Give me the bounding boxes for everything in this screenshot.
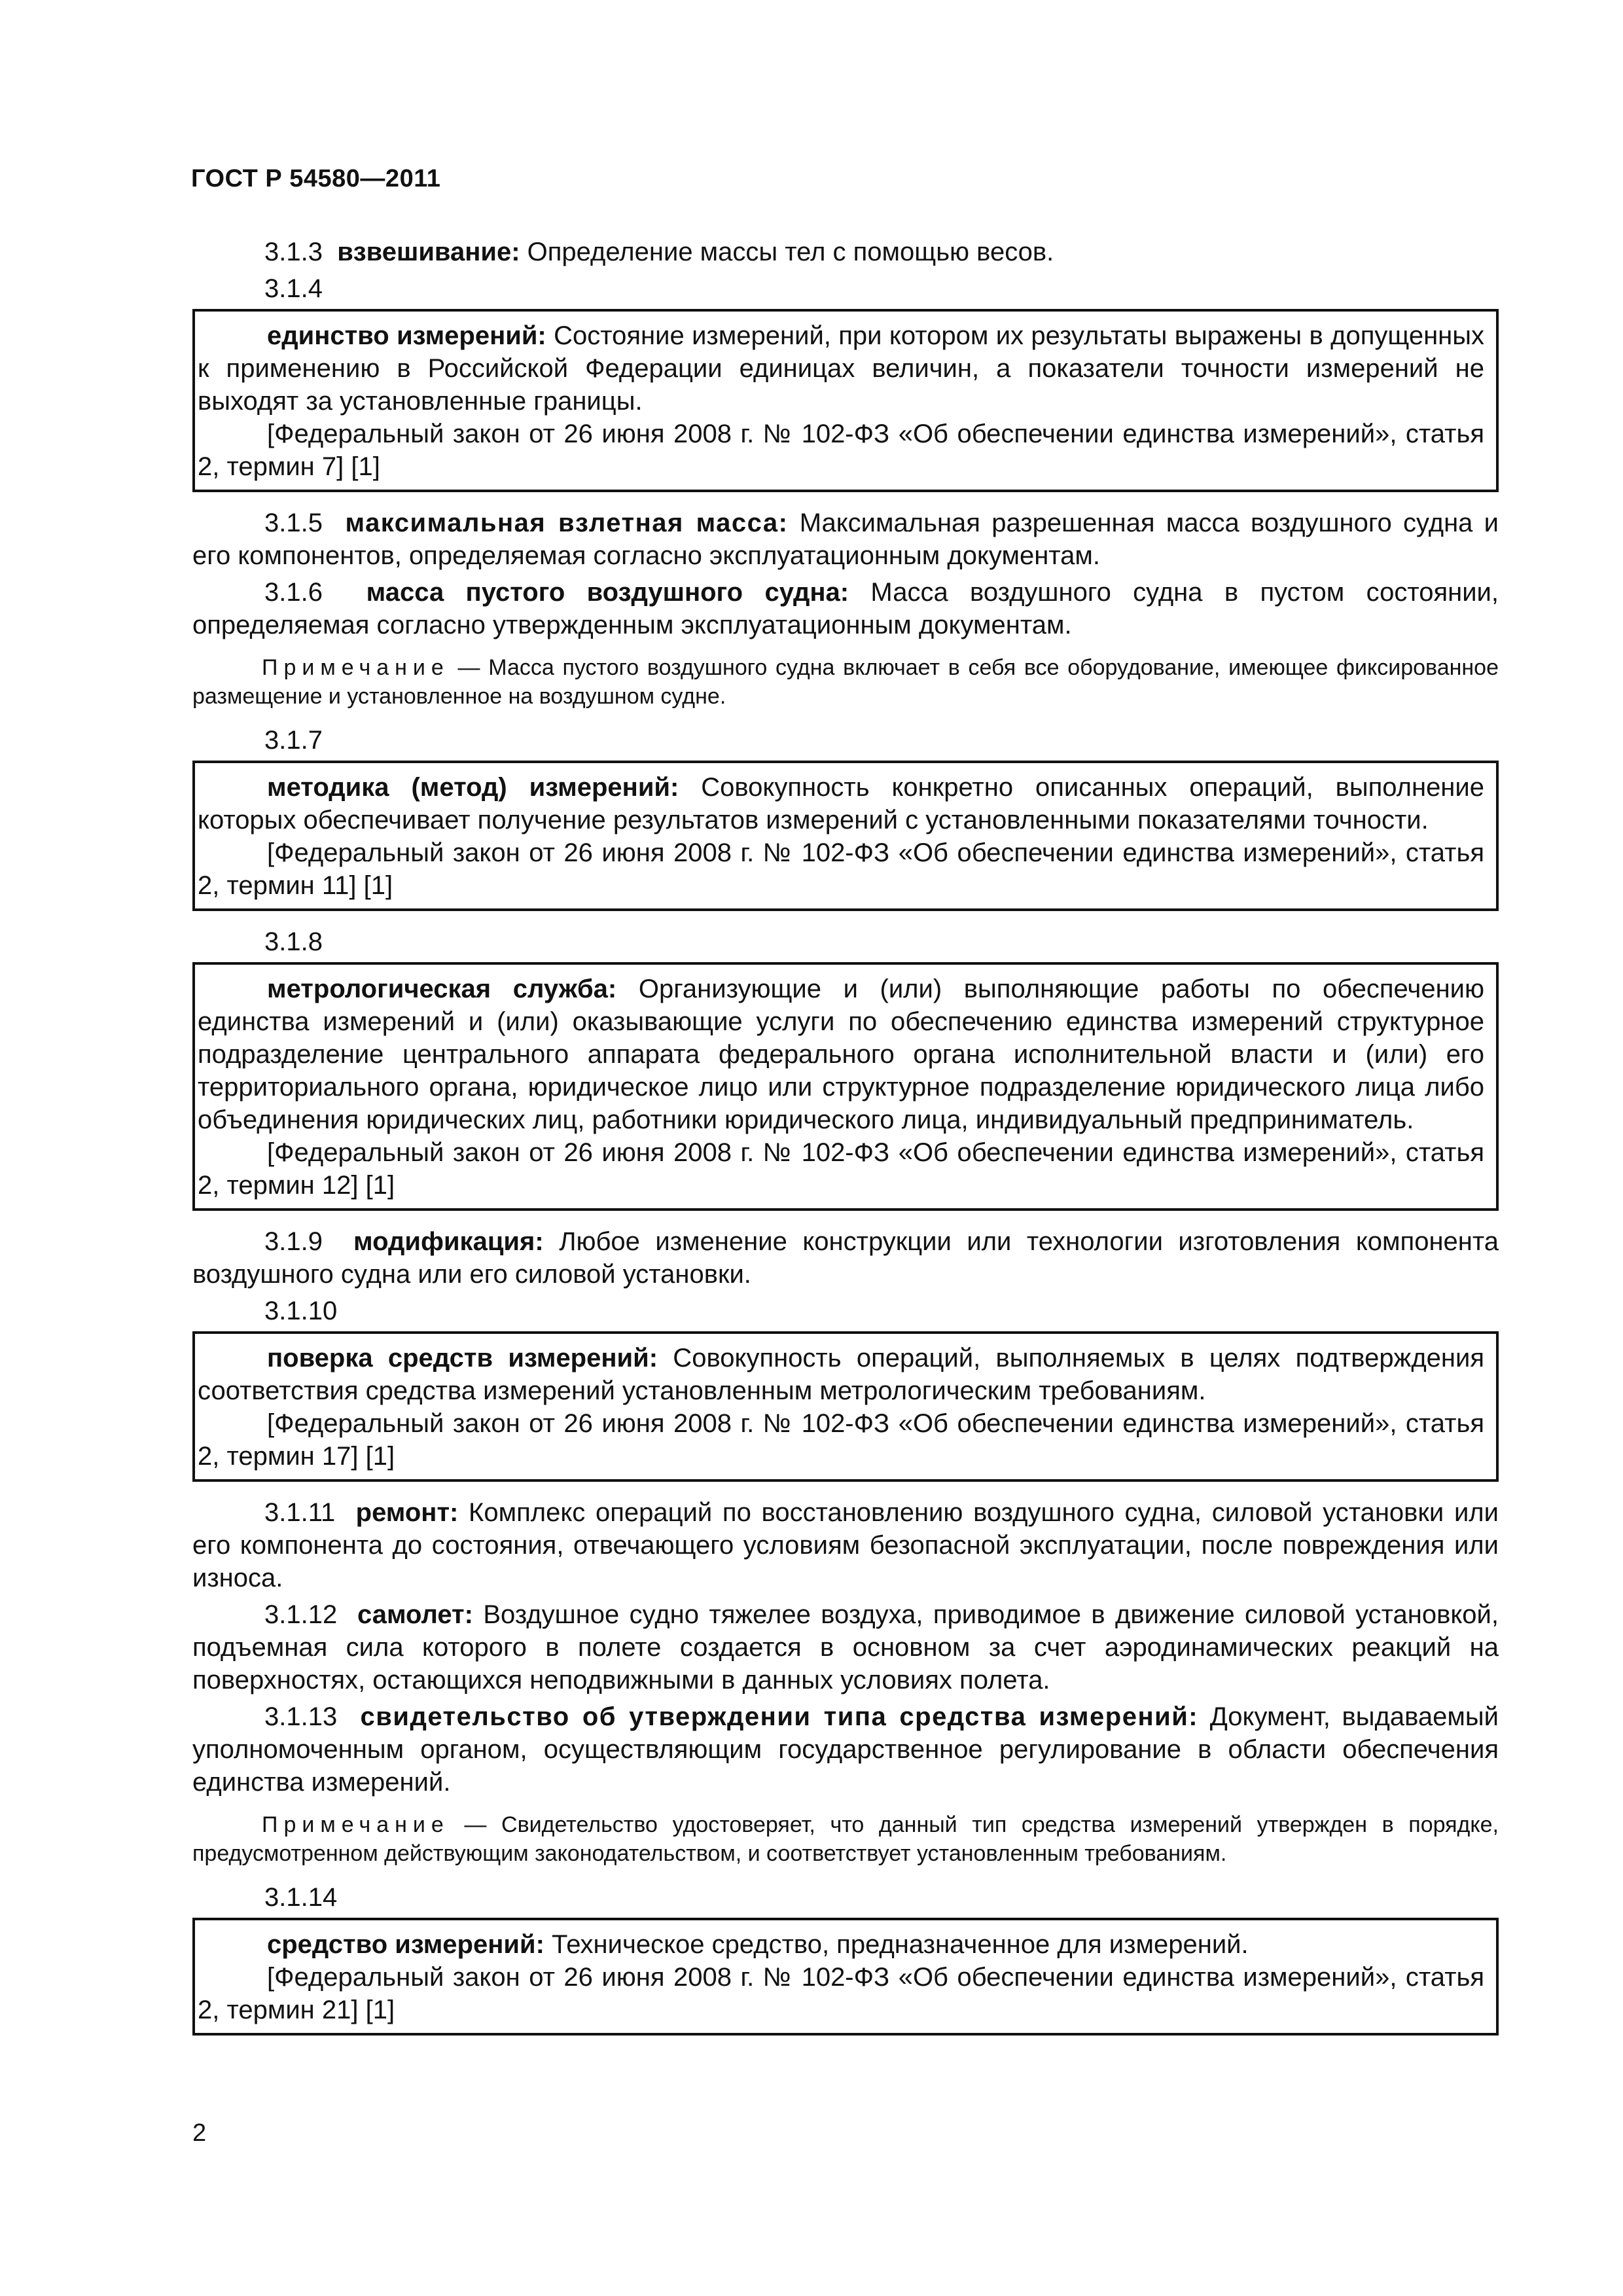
term-title: модификация: <box>353 1227 544 1256</box>
term-number: 3.1.12 <box>264 1600 338 1629</box>
term-title: свидетельство об утверждении типа средства измерений: <box>360 1702 1199 1731</box>
term-source: [Федеральный закон от 26 июня 2008 г. № 102-ФЗ «Об обеспечении единства измерений», статья 2, термин 21] [1] <box>198 1963 1484 2024</box>
term-title: ремонт: <box>355 1498 459 1527</box>
term-number: 3.1.9 <box>264 1227 323 1256</box>
term-number: 3.1.7 <box>264 726 323 755</box>
note-3-1-6 <box>192 653 1499 711</box>
term-title: метрологическая служба: <box>267 975 617 1003</box>
term-number: 3.1.8 <box>264 927 323 956</box>
term-number: 3.1.11 <box>264 1498 336 1527</box>
term-definition: Любое изменение конструкции или технологии изготовления компонента воздушного судна или его силовой установки. <box>192 1227 1499 1289</box>
term-3-1-11 <box>192 1496 1499 1594</box>
term-3-1-12 <box>192 1598 1499 1696</box>
document-header: ГОСТ Р 54580—2011 <box>191 165 441 192</box>
term-title: методика (метод) измерений: <box>267 773 679 802</box>
note-text: — Масса пустого воздушного судна включает в себя все оборудование, имеющее фиксированное размещение и установленное на воздушном судне. <box>192 655 1499 709</box>
term-number: 3.1.14 <box>264 1883 338 1912</box>
term-definition: Организующие и (или) выполняющие работы по обеспечению единства измерений и (или) оказывающие услуги по обеспечению единства измерений структурное подразделение центрального аппарата федерального органа исполнительной власти и (или) его территориального органа, юридическое лицо или структурное подразделение юридического лица либо объединения юридических лиц, работники юридического лица, индивидуальный предприниматель. <box>198 975 1484 1134</box>
term-definition: Масса воздушного судна в пустом состоянии, определяемая согласно утвержденным эксплуатационным документам. <box>192 578 1499 639</box>
note-label: Примечание <box>262 655 450 680</box>
term-box-3-1-14 <box>192 1918 1499 2036</box>
term-number: 3.1.10 <box>264 1297 338 1325</box>
term-3-1-5 <box>192 507 1499 572</box>
term-number: 3.1.3 <box>264 238 323 266</box>
term-number: 3.1.5 <box>264 509 323 537</box>
term-definition: Техническое средство, предназначенное для измерений. <box>544 1930 1249 1959</box>
term-number: 3.1.6 <box>264 578 323 607</box>
term-title: самолет: <box>357 1600 473 1629</box>
term-definition: Комплекс операций по восстановлению воздушного судна, силовой установки или его компонента до состояния, отвечающего условиям безопасной эксплуатации, после повреждения или износа. <box>192 1498 1499 1592</box>
term-title: поверка средств измерений: <box>267 1344 658 1372</box>
term-definition: Максимальная разрешенная масса воздушного судна и его компонентов, определяемая согласно эксплуатационным документам. <box>192 509 1499 570</box>
note-text: — Свидетельство удостоверяет, что данный тип средства измерений утвержден в порядке, предусмотренном действующим законодательством, и соответствует установленным требованиям. <box>192 1812 1499 1866</box>
term-3-1-9 <box>192 1225 1499 1291</box>
term-3-1-3 <box>192 236 1499 268</box>
term-title: средство измерений: <box>267 1930 544 1959</box>
term-box-3-1-10 <box>192 1331 1499 1482</box>
term-number: 3.1.4 <box>264 274 323 303</box>
term-definition: Совокупность операций, выполняемых в целях подтверждения соответствия средства измерений установленным метрологическим требованиям. <box>198 1344 1484 1405</box>
term-3-1-13 <box>192 1700 1499 1799</box>
note-label: Примечание <box>262 1812 450 1837</box>
term-source: [Федеральный закон от 26 июня 2008 г. № 102-ФЗ «Об обеспечении единства измерений», статья 2, термин 12] [1] <box>198 1138 1484 1200</box>
term-box-3-1-4 <box>192 309 1499 492</box>
term-definition: Воздушное судно тяжелее воздуха, приводимое в движение силовой установкой, подъемная сила которого в полете создается в основном за счет аэродинамических реакций на поверхностях, остающихся неподвижными в данных условиях полета. <box>192 1600 1499 1695</box>
term-title: максимальная взлетная масса: <box>345 509 789 537</box>
term-definition: Определение массы тел с помощью весов. <box>520 238 1054 266</box>
term-title: единство измерений: <box>267 321 546 350</box>
term-definition: Документ, выдаваемый уполномоченным органом, осуществляющим государственное регулирование в области обеспечения единства измерений. <box>192 1702 1499 1797</box>
page-number: 2 <box>192 2119 207 2147</box>
terms-section <box>192 236 1499 2050</box>
term-definition: Совокупность конкретно описанных операций, выполнение которых обеспечивает получение результатов измерений с установленными показателями точности. <box>198 773 1484 834</box>
term-box-3-1-7 <box>192 761 1499 911</box>
term-source: [Федеральный закон от 26 июня 2008 г. № 102-ФЗ «Об обеспечении единства измерений», статья 2, термин 17] [1] <box>198 1409 1484 1471</box>
term-number: 3.1.13 <box>264 1702 338 1731</box>
term-3-1-6 <box>192 576 1499 641</box>
note-3-1-13 <box>192 1810 1499 1868</box>
term-title: взвешивание: <box>337 238 520 266</box>
term-definition: Состояние измерений, при котором их результаты выражены в допущенных к применению в Российской Федерации единицах величин, а показатели точности измерений не выходят за установленные границы. <box>198 321 1484 416</box>
term-source: [Федеральный закон от 26 июня 2008 г. № 102-ФЗ «Об обеспечении единства измерений», статья 2, термин 11] [1] <box>198 838 1484 900</box>
term-source: [Федеральный закон от 26 июня 2008 г. № 102-ФЗ «Об обеспечении единства измерений», статья 2, термин 7] [1] <box>198 420 1484 481</box>
term-box-3-1-8 <box>192 962 1499 1211</box>
term-title: масса пустого воздушного судна: <box>366 578 849 607</box>
